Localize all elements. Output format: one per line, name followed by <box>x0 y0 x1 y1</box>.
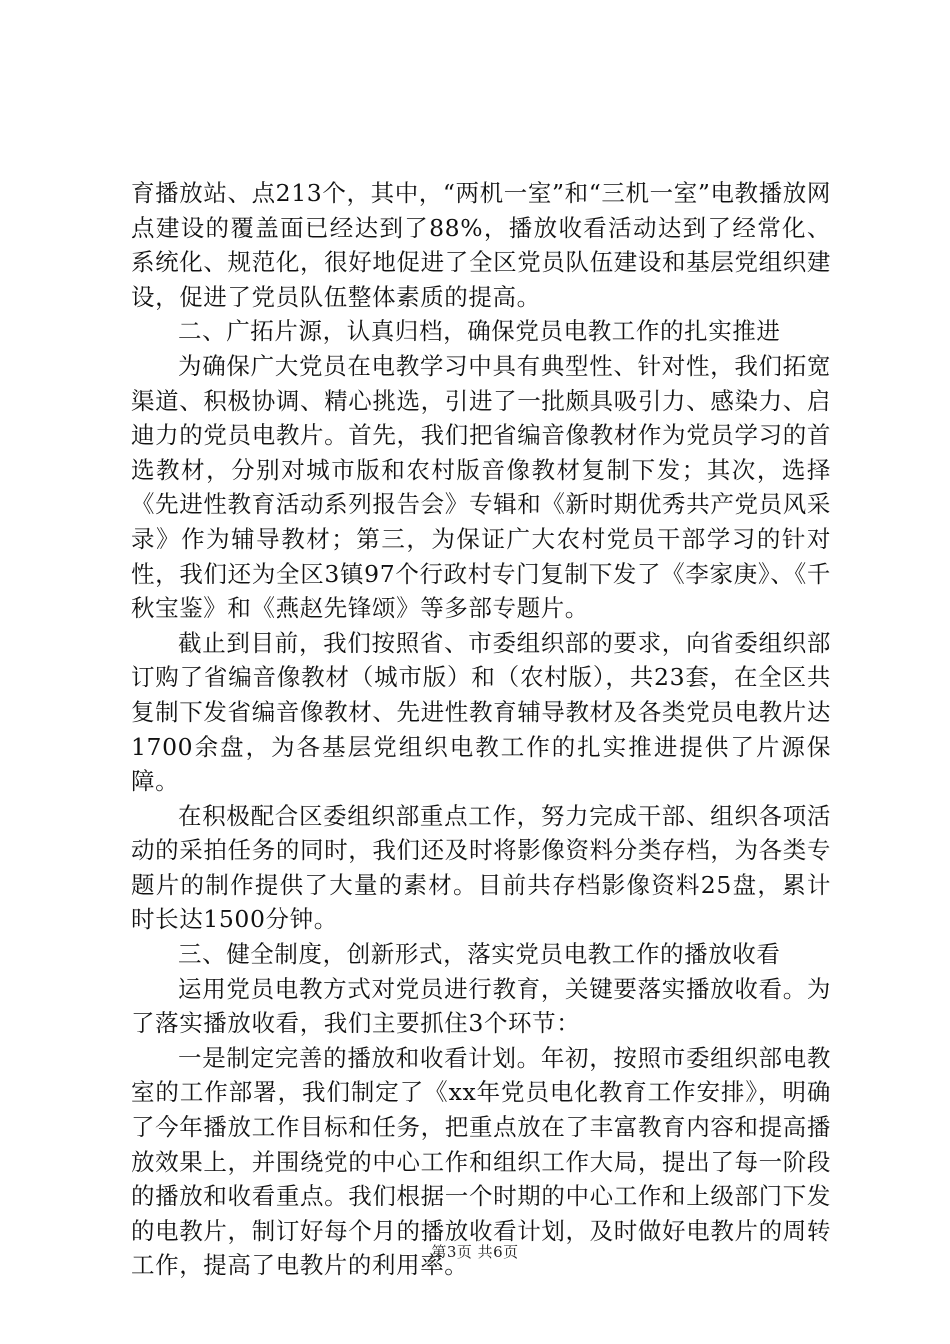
paragraph: 育播放站、点213个，其中，“两机一室”和“三机一室”电教播放网点建设的覆盖面已经达到了88%，播放收看活动达到了经常化、系统化、规范化，很好地促进了全区党员队伍建设和基层党组织建设，促进了党员队伍整体素质的提高。 <box>131 179 831 311</box>
paragraph: 运用党员电教方式对党员进行教育，关键要落实播放收看。为了落实播放收看，我们主要抓住3个环节： <box>131 974 831 1038</box>
page-number: 第3页 共6页 <box>431 1243 519 1261</box>
section-heading: 二、广拓片源，认真归档，确保党员电教工作的扎实推进 <box>178 317 781 346</box>
section-heading: 三、健全制度，创新形式，落实党员电教工作的播放收看 <box>178 940 781 969</box>
paragraph: 为确保广大党员在电教学习中具有典型性、针对性，我们拓宽渠道、积极协调、精心挑选，引进了一批颇具吸引力、感染力、启迪力的党员电教片。首先，我们把省编音像教材作为党员学习的首选教材，分别对城市版和农村版音像教材复制下发；其次，选择《先进性教育活动系列报告会》专辑和《新时期优秀共产党员风采录》作为辅导教材；第三，为保证广大农村党员干部学习的针对性，我们还为全区3镇97个行政村专门复制下发了《李家庚》、《千秋宝鉴》和《燕赵先锋颂》等多部专题片。 <box>131 351 831 623</box>
paragraph: 在积极配合区委组织部重点工作，努力完成干部、组织各项活动的采拍任务的同时，我们还及时将影像资料分类存档，为各类专题片的制作提供了大量的素材。目前共存档影像资料25盘，累计时长达1500分钟。 <box>131 801 831 934</box>
paragraph: 截止到目前，我们按照省、市委组织部的要求，向省委组织部订购了省编音像教材（城市版）和（农村版），共23套，在全区共复制下发省编音像教材、先进性教育辅导教材及各类党员电教片达1700余盘，为各基层党组织电教工作的扎实推进提供了片源保障。 <box>131 628 831 796</box>
document-body <box>131 176 831 1283</box>
page-footer <box>0 1242 950 1262</box>
paragraph: 一是制定完善的播放和收看计划。年初，按照市委组织部电教室的工作部署，我们制定了《xx年党员电化教育工作安排》，明确了今年播放工作目标和任务，把重点放在了丰富教育内容和提高播放效果上，并围绕党的中心工作和组织工作大局，提出了每一阶段的播放和收看重点。我们根据一个时期的中心工作和上级部门下发的电教片，制订好每个月的播放收看计划，及时做好电教片的周转工作，提高了电教片的利用率。 <box>131 1043 831 1280</box>
